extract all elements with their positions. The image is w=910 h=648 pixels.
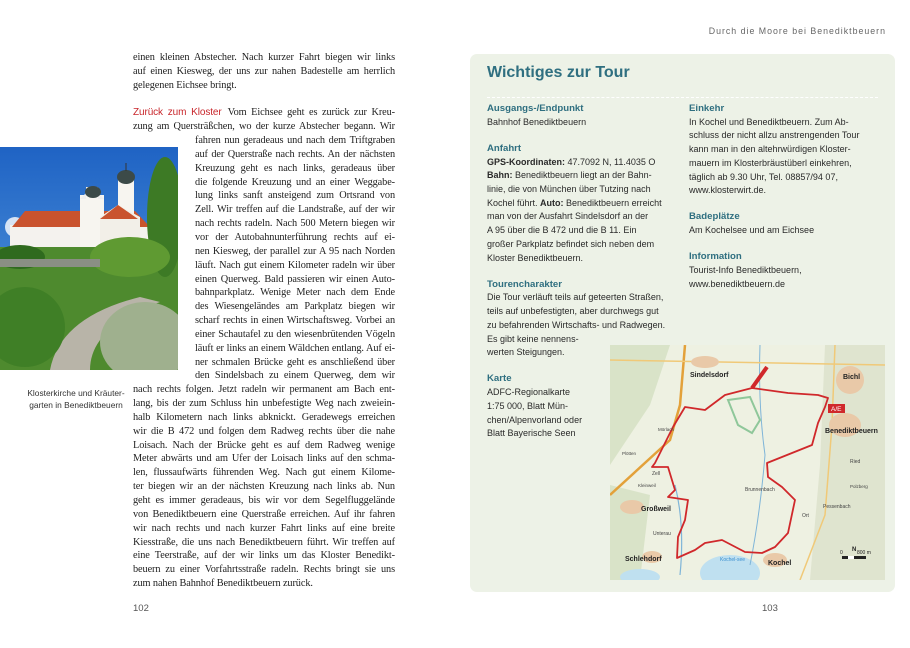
north-arrow-icon: N [852, 547, 857, 553]
text-line: wir nach rechts und nach kurzer Fahrt links auf eine breite [133, 522, 395, 534]
map-label: Plötten [622, 451, 637, 456]
photo-monastery-garden [0, 147, 178, 370]
info-text: Tourist-Info Benediktbeuern, www.benediktbeuern.de [689, 265, 802, 289]
text-line: lang, bis der zum Schluss hin unbefestigte Weg nach zweiein- [133, 398, 395, 410]
map-label: Sindelsdorf [690, 372, 729, 379]
text-line: die folgende Kreuzung und an einer Weggabe- [195, 176, 395, 188]
text-line: einen kleinen Abstecher. Nach kurzer Fahrt biegen wir links [133, 52, 395, 63]
map-label: Polzberg [850, 484, 868, 489]
map-label: Ort [802, 513, 809, 519]
photo-caption: Klosterkirche und Kräuter- garten in Benediktbeuern [27, 388, 125, 410]
heading-information: Information [689, 251, 742, 263]
text-line: auf einen Kiesweg, der uns zur nahen Badestelle am herrlich [133, 65, 395, 77]
map-label: Mörlach [658, 427, 675, 432]
heading-anfahrt: Anfahrt [487, 142, 522, 154]
info-text: Am Kochelsee und am Eichsee [689, 225, 815, 236]
text-line: des Wiesengeländes am Parkplatz biegen wir [195, 301, 395, 313]
text-line: Meter abwärts und am Ufer der Loisach links auf den schma- [133, 453, 395, 465]
text-line: zum nahen Bahnhof Benediktbeuern zurück. [133, 578, 313, 590]
text-line: von Benediktbeuern eine Querstraße erreichen. Auf ihr fahren [133, 508, 395, 520]
info-text: Die Tour verläuft teils auf geteerten Straßen, teils auf unbefestigten, aber durchwegs gut zu befahrenden Wirtschafts- und Radwegen. Es gibt keine nennens- werten Steigungen. [487, 292, 666, 358]
text-line: zung am Quersträßchen, wo der kurze Abstecher begann. Wir [133, 121, 395, 133]
map-label: Benediktbeuern [825, 428, 878, 435]
text-line: gelegenen Eichsee bringt. [133, 79, 237, 91]
info-box [470, 54, 895, 592]
map-label: Kochel [768, 560, 792, 567]
map-label: Kochel-see [720, 557, 746, 563]
info-text: GPS-Koordinaten: 47.7092 N, 11.4035 O Bahn: Benediktbeuern liegt an der Bahn- linie, die von München über Tutzing nach Kochel führt. Auto: Benediktbeuern erreicht man von der Ausfahrt Sindelsdorf an der A 95 über die B 472 und die B 11. Ein großer Parkplatz befindet sich neben dem Kloster Benediktbeuern. [487, 156, 662, 263]
scale-label: 800 m [857, 550, 871, 556]
text-line: nach rechts folgen. Jetzt radeln wir permanent am Bach ent- [133, 384, 395, 396]
info-text: ADFC-Regionalkarte 1:75 000, Blatt Mün- chen/Alpenvorland oder Blatt Bayerische Seen [487, 387, 583, 439]
heading-ausgang: Ausgangs-/Endpunkt [487, 103, 584, 114]
section-heading: Zurück zum Kloster [133, 107, 222, 119]
info-text: In Kochel und Benediktbeuern. Zum Ab- schluss der nicht allzu anstrengenden Tour kann man in den altehrwürdigen Kloster- mauern im Klosterbräustüberl einkehren, täglich ab 9.30 Uhr, Tel. 08857/94 07, www.klosterwirt.de. [689, 116, 860, 196]
map-label: Pessenbach [823, 504, 851, 510]
map-label: Großweil [641, 506, 671, 513]
start-badge: A/E [831, 406, 842, 413]
map-label: Brunnenbach [745, 487, 775, 493]
text-line: bahnparkplatz. Wenige Meter nach dem Ende [195, 287, 395, 299]
map-label: Bichl [843, 374, 861, 381]
text-line: auf der Querstraße nach rechts. An der nächsten [195, 148, 395, 160]
text-line: geht es immer geradeaus, bis wir vor dem Segelfluggelände [133, 495, 395, 506]
map-label: Ried [850, 459, 861, 465]
route-map [610, 345, 885, 580]
text-line: wir die B 472 und folgen dem Radweg rechts über die nahe [133, 425, 395, 437]
text-line: Loisach. Nach der Brücke geht es auf dem Radweg wenige [133, 439, 395, 451]
text-line: fahren nun geradeaus und nach dem Triftgraben [195, 135, 395, 147]
text-line: einer Schautafel zu den wiesenbrütenden Vögeln [195, 328, 395, 340]
divider [487, 97, 878, 98]
heading-karte: Karte [487, 373, 512, 385]
map-label: Kleinweil [638, 483, 656, 488]
map-label: Schlehdorf [625, 556, 662, 563]
map-label: Zell [652, 471, 661, 477]
heading-badeplaetze: Badeplätze [689, 211, 740, 223]
text-line: ner schmalen Brücke geht es anschließend über [195, 356, 395, 368]
text-line: ter biegen wir an der nächsten Kreuzung nach links ab. Nun [133, 481, 395, 493]
text-line: lung links sanft ansteigend zum Ortsrand von [195, 190, 395, 202]
text-line: Vom Eichsee geht es zurück zur Kreu- [227, 107, 396, 119]
text-line: Kreuzung geht es nach links, geradeaus über [195, 162, 395, 174]
scale-zero: 0 [840, 550, 843, 556]
page-number-left: 102 [133, 603, 149, 614]
text-line: vor der Autobahnunterführung rechts auf ei- [195, 231, 395, 243]
text-line: den Sindelsbach zu einem Querweg, dem wir [195, 370, 395, 382]
text-line: einen Querweg. Bald passieren wir einen Auto- [195, 273, 395, 285]
running-head: Durch die Moore bei Benediktbeuern [708, 26, 886, 36]
text-line: halb Kilometern nach links abknickt. Geradewegs erreichen [133, 411, 395, 423]
page-number-right: 103 [762, 603, 778, 614]
box-title: Wichtiges zur Tour [487, 64, 630, 81]
heading-tourencharakter: Tourencharakter [487, 278, 562, 290]
text-line: len, flussaufwärts führenden Weg. Nach gut einem Kilome- [133, 467, 395, 479]
text-line: eine Teerstraße, auf der wir links um das Kloster Benedikt- [133, 550, 395, 562]
map-label: Unterau [653, 531, 671, 537]
text-line: Kiesstraße, die uns nach Benediktbeuern führt. Wir treffen auf [133, 536, 395, 548]
text-line: läuft er links an einem Wäldchen entlang. Auf ei- [195, 342, 395, 354]
heading-einkehr: Einkehr [689, 103, 725, 114]
text-line: beuern zu einer Vorfahrtsstraße radeln. Rechts bringt sie uns [133, 564, 395, 576]
info-text: Bahnhof Benediktbeuern [487, 116, 587, 127]
text-line: läuft. Nach gut einem Kilometer radeln wir über [195, 259, 395, 271]
text-line: Zell. Wir treffen auf die Landstraße, auf der wir [195, 204, 395, 216]
text-line: scharf rechts in einen Wirtschaftsweg. Vorbei an [195, 315, 395, 327]
info-column-right [689, 102, 889, 304]
text-line: nen Kiesweg, der parallel zur A 95 nach Norden [195, 245, 395, 257]
text-line: nach rechts radeln. Nach 500 Metern biegen wir [195, 218, 395, 230]
